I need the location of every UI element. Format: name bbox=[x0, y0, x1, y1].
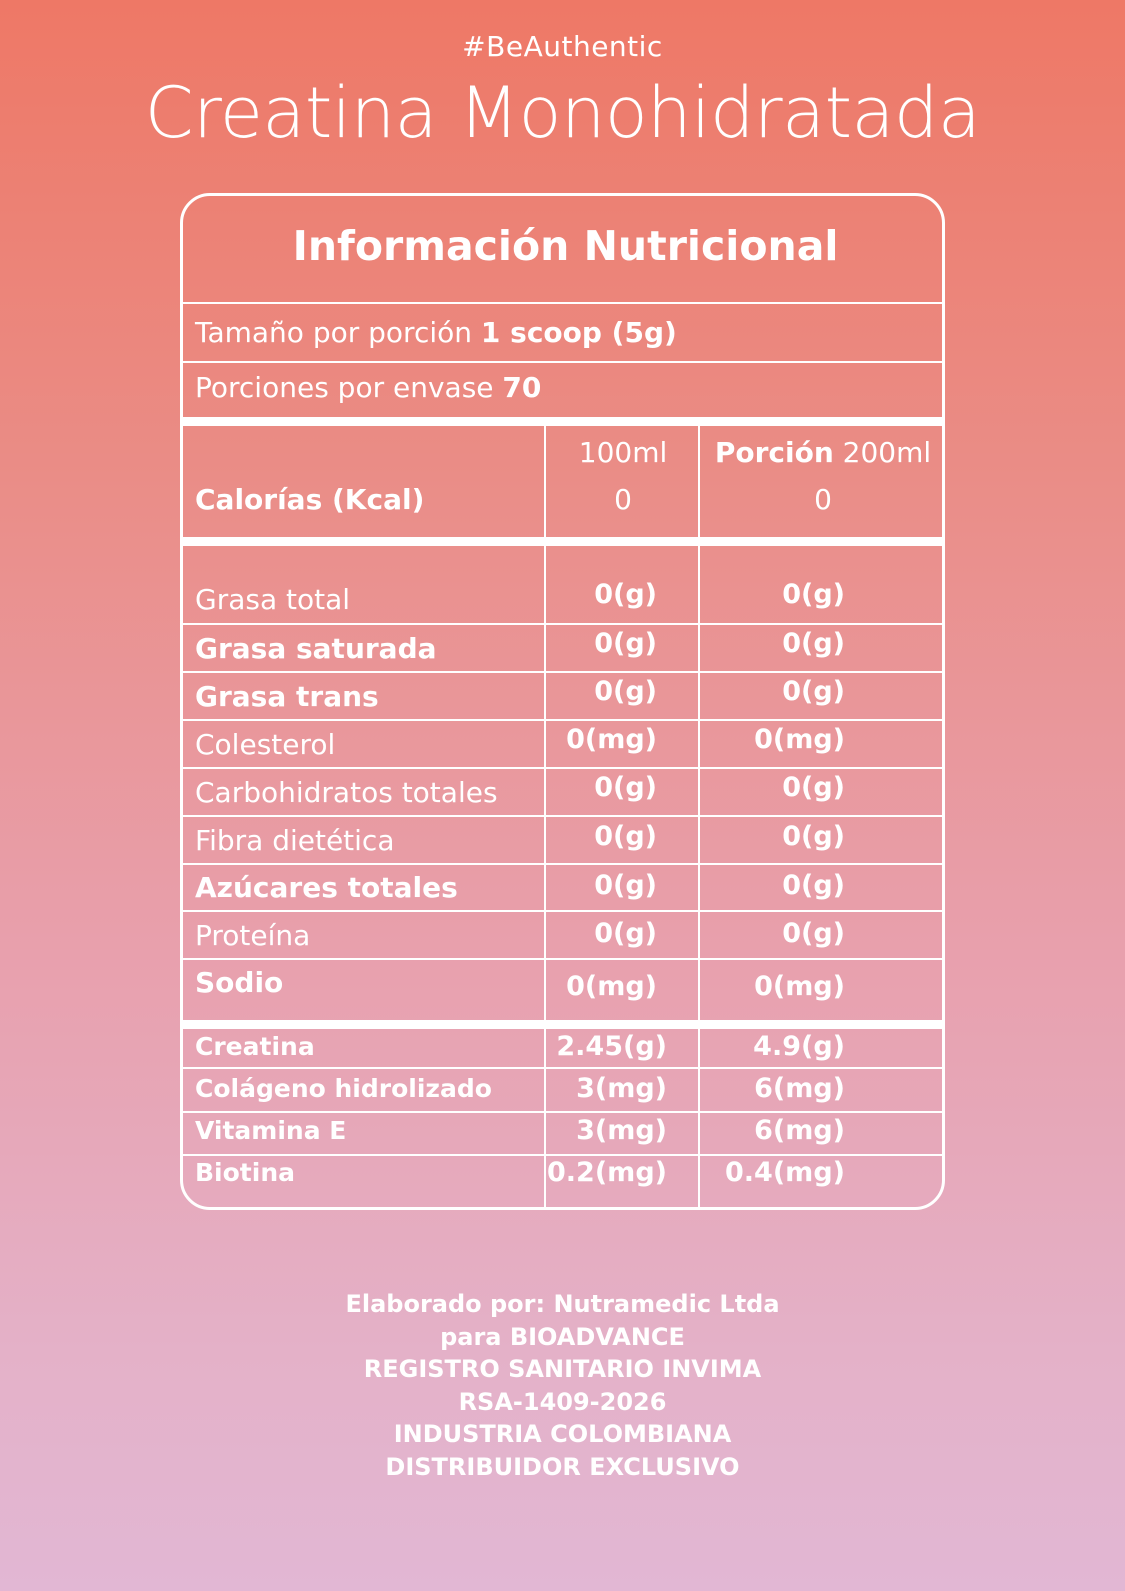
nutrient-value-portion: 0(g) bbox=[782, 579, 845, 610]
serving-size: Tamaño por porción 1 scoop (5g) bbox=[195, 316, 677, 349]
supplement-value-portion: 6(mg) bbox=[754, 1115, 845, 1146]
divider bbox=[183, 1067, 942, 1069]
nutrient-value-portion: 0(g) bbox=[782, 628, 845, 659]
divider bbox=[183, 1111, 942, 1113]
supplement-label: Biotina bbox=[195, 1158, 295, 1187]
nutrient-label: Sodio bbox=[195, 966, 284, 999]
divider-thick bbox=[183, 1020, 942, 1029]
divider bbox=[183, 910, 942, 912]
column-header-100ml: 100ml bbox=[578, 436, 668, 469]
divider-thick bbox=[183, 417, 942, 426]
nutrient-value-100ml: 0(g) bbox=[594, 579, 657, 610]
divider bbox=[183, 958, 942, 960]
nutrient-value-100ml: 0(g) bbox=[594, 821, 657, 852]
nutrient-label: Fibra dietética bbox=[195, 824, 395, 857]
hashtag: #BeAuthentic bbox=[462, 30, 663, 63]
nutrient-label: Proteína bbox=[195, 919, 311, 952]
divider bbox=[183, 719, 942, 721]
divider bbox=[183, 863, 942, 865]
supplement-value-100ml: 0.2(mg) bbox=[547, 1157, 667, 1188]
nutrient-label: Grasa trans bbox=[195, 680, 379, 713]
nutrient-label: Carbohidratos totales bbox=[195, 776, 498, 809]
panel-title: Información Nutricional bbox=[292, 222, 839, 270]
supplement-value-portion: 4.9(g) bbox=[753, 1031, 845, 1062]
supplement-value-100ml: 2.45(g) bbox=[556, 1031, 667, 1062]
divider bbox=[183, 623, 942, 625]
supplement-value-portion: 6(mg) bbox=[754, 1073, 845, 1104]
supplement-value-portion: 0.4(mg) bbox=[725, 1157, 845, 1188]
divider bbox=[183, 671, 942, 673]
servings-per-container: Porciones por envase 70 bbox=[195, 371, 542, 404]
supplement-label: Vitamina E bbox=[195, 1116, 347, 1145]
footer-line: INDUSTRIA COLOMBIANA bbox=[393, 1420, 732, 1448]
nutrient-label: Grasa saturada bbox=[195, 632, 437, 665]
calories-100ml: 0 bbox=[614, 483, 632, 516]
nutrient-value-100ml: 0(mg) bbox=[566, 724, 657, 755]
nutrient-label: Grasa total bbox=[195, 583, 351, 616]
nutrient-value-portion: 0(g) bbox=[782, 870, 845, 901]
nutrient-value-portion: 0(g) bbox=[782, 918, 845, 949]
nutrient-label: Colesterol bbox=[195, 728, 336, 761]
nutrient-value-100ml: 0(mg) bbox=[566, 971, 657, 1002]
nutrient-value-portion: 0(mg) bbox=[754, 724, 845, 755]
divider bbox=[183, 815, 942, 817]
nutrient-label: Azúcares totales bbox=[195, 871, 458, 904]
supplement-value-100ml: 3(mg) bbox=[576, 1073, 667, 1104]
manufacturer-info bbox=[0, 1288, 1125, 1483]
calories-label: Calorías (Kcal) bbox=[195, 483, 425, 516]
divider-thick bbox=[183, 537, 942, 546]
divider bbox=[183, 361, 942, 363]
nutrient-value-portion: 0(g) bbox=[782, 772, 845, 803]
supplement-label: Colágeno hidrolizado bbox=[195, 1074, 492, 1103]
divider bbox=[183, 767, 942, 769]
supplement-value-100ml: 3(mg) bbox=[576, 1115, 667, 1146]
nutrient-value-portion: 0(g) bbox=[782, 821, 845, 852]
nutrient-value-portion: 0(mg) bbox=[754, 971, 845, 1002]
divider bbox=[183, 302, 942, 304]
nutrition-facts-panel bbox=[180, 193, 945, 1210]
nutrient-value-100ml: 0(g) bbox=[594, 628, 657, 659]
nutrient-value-100ml: 0(g) bbox=[594, 772, 657, 803]
footer-line: Elaborado por: Nutramedic Ltda bbox=[345, 1290, 780, 1318]
footer-line: REGISTRO SANITARIO INVIMA bbox=[363, 1355, 762, 1383]
nutrient-value-100ml: 0(g) bbox=[594, 870, 657, 901]
footer-line: RSA-1409-2026 bbox=[458, 1387, 667, 1416]
product-title: Creatina Monohidratada bbox=[144, 72, 981, 154]
column-header-portion: Porción 200ml bbox=[714, 436, 932, 469]
footer-line: DISTRIBUIDOR EXCLUSIVO bbox=[385, 1452, 740, 1481]
divider bbox=[183, 1154, 942, 1156]
nutrient-value-portion: 0(g) bbox=[782, 676, 845, 707]
calories-portion: 0 bbox=[814, 483, 832, 516]
supplement-label: Creatina bbox=[195, 1032, 315, 1061]
column-separator bbox=[698, 426, 700, 1207]
footer-line: para BIOADVANCE bbox=[440, 1322, 685, 1351]
column-separator bbox=[544, 426, 546, 1207]
nutrient-value-100ml: 0(g) bbox=[594, 918, 657, 949]
nutrient-value-100ml: 0(g) bbox=[594, 676, 657, 707]
